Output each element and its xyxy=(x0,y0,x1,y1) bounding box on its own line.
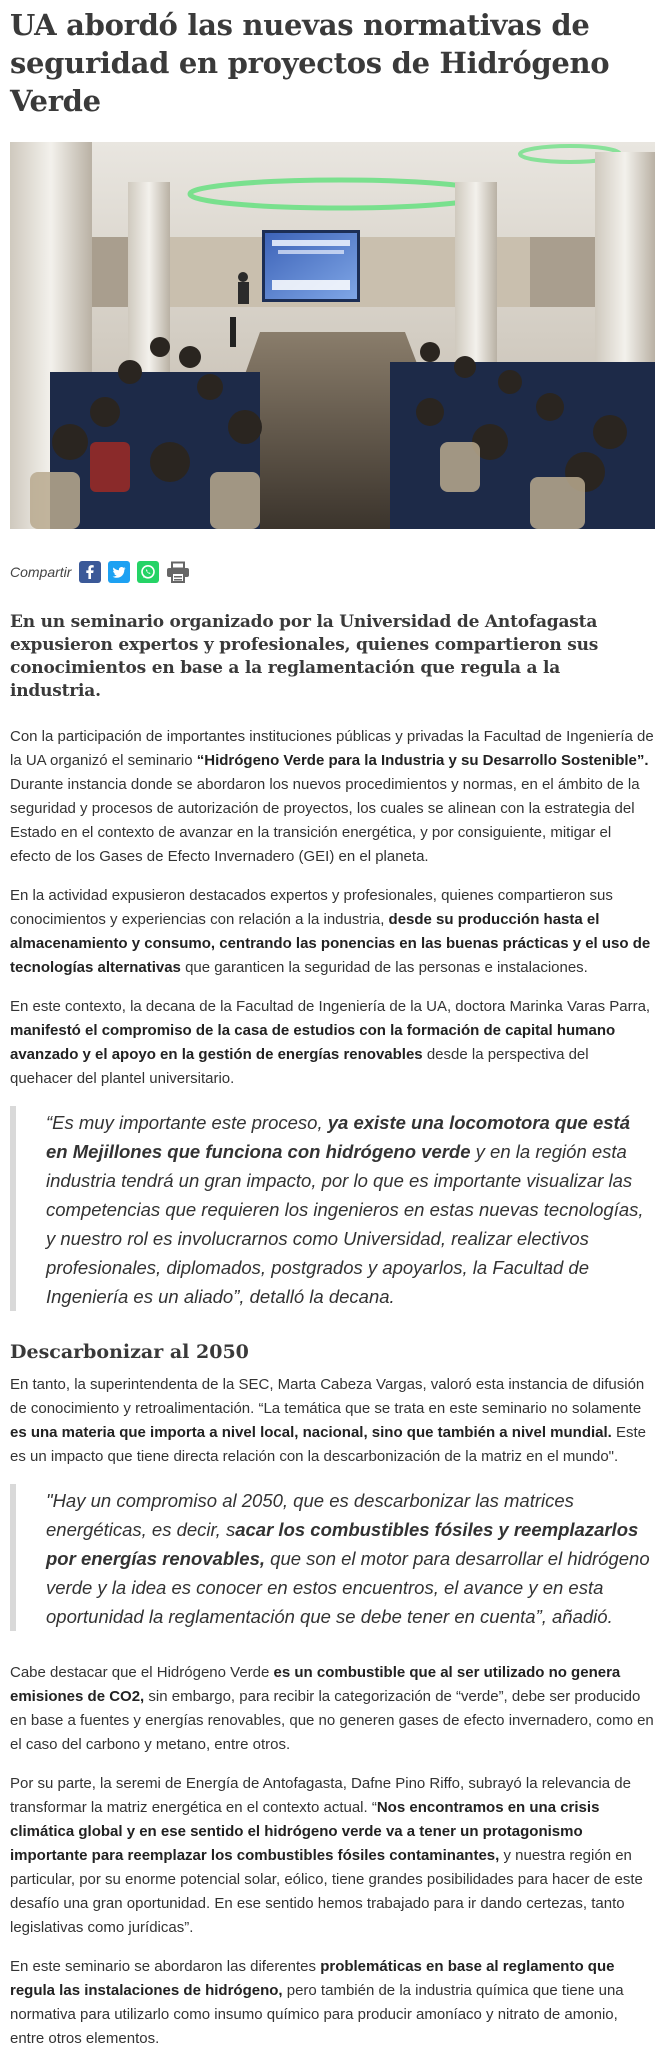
facebook-icon[interactable] xyxy=(79,561,101,583)
quote-decana: “Es muy importante este proceso, ya existe una locomotora que está en Mejillones que funciona con hidrógeno verde y en la región esta industria tendrá un gran impacto, por lo que es importante visualizar las competencias que requieren los ingenieros en estas nuevas tecnologías, y nuestro rol es involucrarnos como Universidad, realizar electivos profesionales, diplomados, postgrados y apoyarlos, la Facultad de Ingeniería es un aliado”, detalló la decana. xyxy=(10,1106,655,1311)
share-bar xyxy=(10,557,655,587)
article-title: UA abordó las nuevas normativas de seguridad en proyectos de Hidrógeno Verde xyxy=(10,8,610,118)
paragraph-4: En tanto, la superintendenta de la SEC, Marta Cabeza Vargas, valoró esta instancia de difusión de conocimiento y retroalimentación. “La temática que se trata en este seminario no solamente es una materia que importa a nivel local, nacional, sino que también a nivel mundial. Este es un impacto que tiene directa relación con la descarbonización de la matriz en el mundo". xyxy=(10,1376,647,1465)
paragraph-2: En la actividad expusieron destacados expertos y profesionales, quienes compartieron sus conocimientos y experiencias con relación a la industria, desde su producción hasta el almacenamiento y consumo, centrando las ponencias en las buenas prácticas y el uso de tecnologías alternativas que garanticen la seguridad de las personas e instalaciones. xyxy=(10,887,651,976)
paragraph-3: En este contexto, la decana de la Facultad de Ingeniería de la UA, doctora Marinka Varas Parra, manifestó el compromiso de la casa de estudios con la formación de capital humano avanzado y el apoyo en la gestión de energías renovables desde la perspectiva del quehacer del plantel universitario. xyxy=(10,998,651,1087)
share-label: Compartir xyxy=(10,564,72,580)
section-heading: Descarbonizar al 2050 xyxy=(10,1341,249,1363)
hero-photo xyxy=(10,142,655,529)
paragraph-6: Por su parte, la seremi de Energía de Antofagasta, Dafne Pino Riffo, subrayó la relevancia de transformar la matriz energética en el contexto actual. “Nos encontramos en una crisis climática global y en ese sentido el hidrógeno verde va a tener un protagonismo importante para reemplazar los combustibles fósiles contaminantes, y nuestra región en particular, por su enorme potencial solar, eólico, tiene grandes posibilidades para hacer de este desafío una gran oportunidad. En ese sentido hemos trabajado para ir dando certezas, tanto legislativas como jurídicas”. xyxy=(10,1775,643,1936)
article-lead: En un seminario organizado por la Universidad de Antofagasta expusieron expertos y profesionales, quienes compartieron sus conocimientos en base a la reglamentación que regula a la industria. xyxy=(10,612,599,701)
twitter-icon[interactable] xyxy=(108,561,130,583)
paragraph-5: Cabe destacar que el Hidrógeno Verde es un combustible que al ser utilizado no genera emisiones de CO2, sin embargo, para recibir la categorización de “verde”, debe ser producido en base a fuentes y energías renovables, que no generen gases de efecto invernadero, como en el caso del carbono y metano, entre otros. xyxy=(10,1664,654,1753)
paragraph-7: En este seminario se abordaron las diferentes problemáticas en base al reglamento que regula las instalaciones de hidrógeno, pero también de la industria química que tiene una normativa para utilizarlo como insumo químico para producir amoníaco y nitrato de amonio, entre otros elementos. xyxy=(10,1958,624,2047)
quote-superintendenta: "Hay un compromiso al 2050, que es descarbonizar las matrices energéticas, es decir, sacar los combustibles fósiles y reemplazarlos por energías renovables, que son el motor para desarrollar el hidrógeno verde y la idea es conocer en estos encuentros, el avance y en esta oportunidad la reglamentación que se debe tener en cuenta”, añadió. xyxy=(10,1484,655,1631)
print-icon[interactable] xyxy=(166,561,190,583)
paragraph-1: Con la participación de importantes instituciones públicas y privadas la Facultad de Ingeniería de la UA organizó el seminario “Hidrógeno Verde para la Industria y su Desarrollo Sostenible”. Durante instancia donde se abordaron los nuevos procedimientos y normas, en el ámbito de la seguridad y procesos de autorización de proyectos, los cuales se alinean con la estrategia del Estado en el contexto de avanzar en la transición energética, y por consiguiente, mitigar el efecto de los Gases de Efecto Invernadero (GEI) en el planeta. xyxy=(10,728,654,865)
whatsapp-icon[interactable] xyxy=(137,561,159,583)
